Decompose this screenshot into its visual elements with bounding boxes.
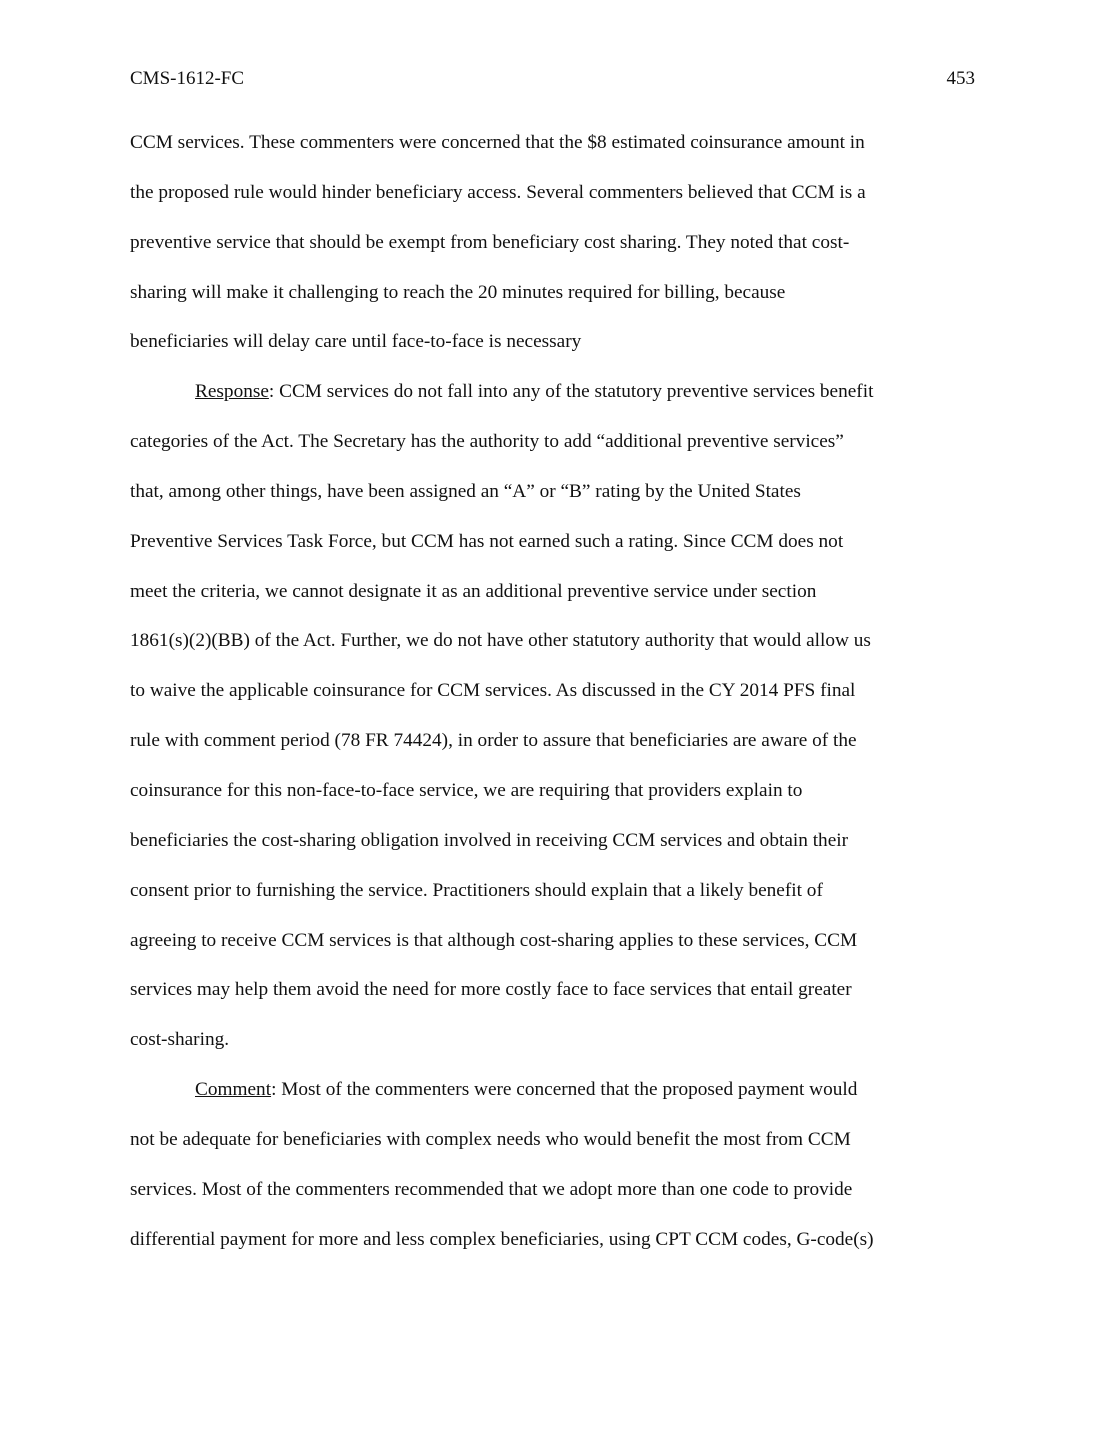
text-line: beneficiaries the cost-sharing obligation involved in receiving CCM services and obtain their — [130, 829, 849, 851]
text-line: the proposed rule would hinder beneficiary access. Several commenters believed that CCM is a — [130, 181, 866, 203]
text-line: CCM services. These commenters were concerned that the $8 estimated coinsurance amount in — [130, 132, 865, 153]
text-line: not be adequate for beneficiaries with complex needs who would benefit the most from CCM — [130, 1128, 851, 1150]
text-line: cost-sharing. — [130, 1029, 230, 1051]
body-text — [130, 128, 975, 1274]
text-line: beneficiaries will delay care until face-to-face is necessary — [130, 331, 582, 353]
text-line: consent prior to furnishing the service. Practitioners should explain that a likely benefit of — [130, 879, 823, 901]
response-label: Response — [195, 381, 269, 403]
comment-label: Comment — [195, 1079, 272, 1101]
text-line: agreeing to receive CCM services is that although cost-sharing applies to these services, CCM — [130, 929, 858, 951]
text-line: differential payment for more and less complex beneficiaries, using CPT CCM codes, G-code(s) — [130, 1228, 874, 1250]
text-line: categories of the Act. The Secretary has the authority to add “additional preventive services” — [130, 431, 844, 453]
text-line: services may help them avoid the need for more costly face to face services that entail greater — [130, 979, 852, 1001]
page-header — [130, 66, 975, 92]
text-line: : Most of the commenters were concerned that the proposed payment would — [271, 1079, 858, 1101]
document-id: CMS-1612-FC — [130, 68, 245, 89]
text-line: Preventive Services Task Force, but CCM has not earned such a rating. Since CCM does not — [130, 530, 844, 552]
page-number: 453 — [946, 68, 975, 89]
text-line: rule with comment period (78 FR 74424), in order to assure that beneficiaries are aware of the — [130, 730, 857, 752]
text-line: 1861(s)(2)(BB) of the Act. Further, we do not have other statutory authority that would allow us — [130, 630, 871, 652]
text-line: sharing will make it challenging to reach the 20 minutes required for billing, because — [130, 281, 786, 303]
comment-paragraph-start — [130, 1075, 975, 1125]
text-line: preventive service that should be exempt from beneficiary cost sharing. They noted that cost- — [130, 231, 850, 253]
text-line: meet the criteria, we cannot designate it as an additional preventive service under section — [130, 580, 817, 602]
text-line: that, among other things, have been assigned an “A” or “B” rating by the United States — [130, 480, 801, 502]
response-paragraph-start — [130, 377, 975, 427]
text-line: coinsurance for this non-face-to-face service, we are requiring that providers explain to — [130, 779, 803, 801]
text-line: services. Most of the commenters recommended that we adopt more than one code to provide — [130, 1178, 853, 1200]
text-line: to waive the applicable coinsurance for CCM services. As discussed in the CY 2014 PFS final — [130, 680, 856, 702]
text-line: : CCM services do not fall into any of the statutory preventive services benefit — [268, 381, 874, 403]
